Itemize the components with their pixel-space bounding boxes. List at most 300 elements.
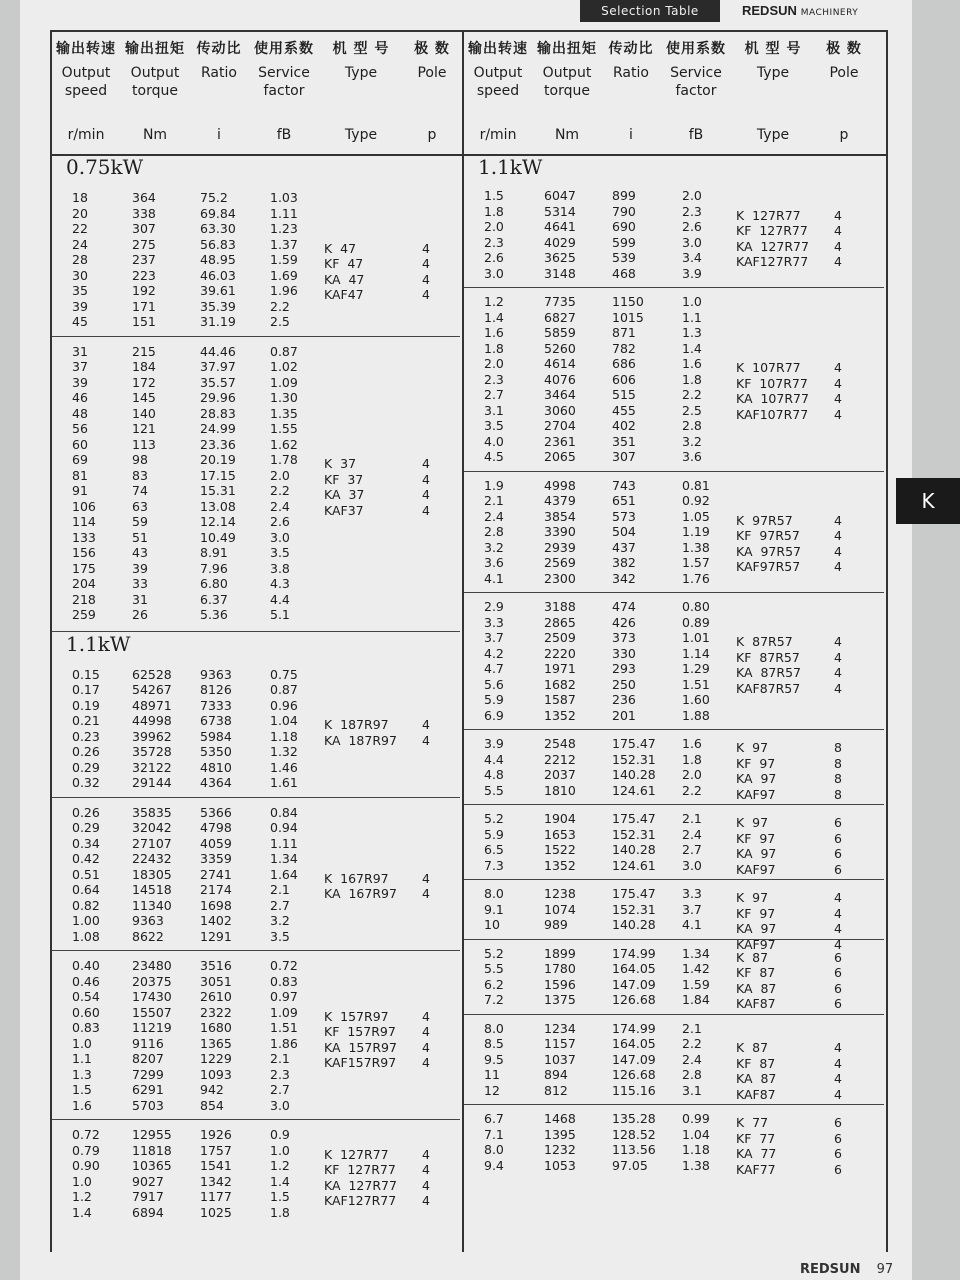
ratio-cell: 1365	[200, 1035, 232, 1051]
speed-cell: 2.1	[484, 493, 504, 508]
torque-cell: 1468	[544, 1111, 576, 1126]
column-header-unit: Nm	[554, 127, 580, 143]
pole-cell: 4	[834, 238, 842, 254]
speed-cell: 3.3	[484, 614, 504, 630]
pole-cell: 4	[422, 456, 430, 471]
torque-cell: 812	[544, 1082, 568, 1098]
factor-cell: 1.64	[270, 866, 298, 882]
column-header-cn: 极 数	[414, 41, 450, 57]
column-header-en: Output	[473, 65, 523, 81]
section-tab-k[interactable]: K	[896, 478, 960, 524]
pole-column	[834, 950, 842, 1012]
group-separator	[52, 797, 460, 798]
pole-cell: 4	[834, 375, 842, 391]
factor-cell: 1.23	[270, 221, 298, 236]
pole-cell: 4	[422, 1177, 430, 1193]
pole-cell: 4	[834, 665, 842, 680]
type-column	[736, 890, 776, 952]
factor-cell: 5.1	[270, 607, 290, 622]
factor-cell: 1.38	[682, 539, 710, 555]
group-separator	[464, 879, 884, 880]
pole-column	[834, 1115, 842, 1177]
ratio-column	[612, 946, 656, 1008]
torque-cell: 2300	[544, 570, 576, 586]
factor-cell: 1.03	[270, 190, 298, 205]
ratio-column	[612, 886, 656, 933]
type-column	[736, 815, 776, 877]
speed-cell: 106	[72, 498, 96, 514]
ratio-column	[200, 667, 232, 791]
speed-cell: 175	[72, 560, 96, 576]
torque-cell: 3390	[544, 524, 576, 539]
speed-cell: 39	[72, 374, 88, 390]
pole-cell: 6	[834, 830, 842, 846]
column-header	[120, 40, 190, 152]
factor-cell: 2.1	[270, 1051, 290, 1066]
ratio-cell: 373	[612, 630, 636, 645]
ratio-cell: 854	[200, 1097, 224, 1113]
ratio-cell: 1093	[200, 1066, 232, 1082]
pole-cell: 6	[834, 1161, 842, 1177]
torque-cell: 1053	[544, 1157, 576, 1173]
speed-cell: 1.5	[484, 188, 504, 203]
ratio-cell: 140.28	[612, 842, 656, 857]
column-header	[248, 40, 320, 152]
torque-cell: 35835	[132, 804, 172, 820]
type-cell: KAF157R97	[324, 1055, 397, 1070]
speed-cell: 39	[72, 298, 88, 314]
speed-cell: 3.5	[484, 418, 504, 433]
type-cell: KF 97	[736, 830, 776, 846]
ratio-cell: 128.52	[612, 1126, 656, 1142]
speed-cell: 5.2	[484, 945, 504, 961]
ratio-cell: 3051	[200, 973, 232, 989]
torque-cell: 1352	[544, 707, 576, 723]
pole-cell: 4	[422, 870, 430, 886]
ratio-cell: 2322	[200, 1004, 232, 1020]
speed-cell: 3.6	[484, 555, 504, 570]
header-separator	[52, 154, 886, 156]
speed-column	[484, 478, 504, 587]
torque-cell: 23480	[132, 958, 172, 973]
torque-column	[544, 188, 576, 281]
speed-cell: 1.5	[72, 1082, 92, 1097]
torque-cell: 2509	[544, 630, 576, 645]
ratio-cell: 174.99	[612, 1020, 656, 1036]
ratio-cell: 124.61	[612, 782, 656, 798]
factor-cell: 0.80	[682, 599, 710, 614]
factor-cell: 2.8	[682, 1067, 702, 1082]
ratio-column	[200, 958, 232, 1113]
ratio-column	[612, 736, 656, 798]
speed-cell: 18	[72, 190, 88, 205]
factor-cell: 1.84	[682, 992, 710, 1007]
type-cell: KAF97	[736, 786, 776, 802]
type-cell: K 157R97	[324, 1008, 389, 1024]
pole-cell: 4	[834, 254, 842, 269]
type-cell: KA 97	[736, 771, 777, 786]
column-header-unit: i	[217, 127, 221, 143]
ratio-cell: 7333	[200, 697, 232, 713]
type-cell: K 97	[736, 890, 769, 905]
torque-cell: 51	[132, 529, 148, 545]
speed-cell: 1.3	[72, 1066, 92, 1082]
torque-cell: 5260	[544, 340, 576, 356]
ratio-cell: 63.30	[200, 221, 236, 236]
torque-cell: 2548	[544, 736, 576, 751]
brand-name: REDSUN	[742, 3, 797, 18]
pole-column	[834, 740, 842, 802]
speed-cell: 37	[72, 359, 88, 374]
factor-cell: 1.5	[270, 1189, 290, 1204]
factor-cell: 1.38	[682, 1157, 710, 1173]
speed-cell: 3.7	[484, 630, 504, 645]
speed-cell: 0.46	[72, 973, 100, 989]
type-column	[324, 1147, 397, 1209]
column-header-en2: factor	[675, 83, 717, 99]
torque-cell: 2065	[544, 449, 576, 464]
speed-cell: 1.0	[72, 1173, 92, 1189]
torque-cell: 3625	[544, 250, 576, 265]
factor-cell: 1.3	[682, 325, 702, 340]
factor-cell: 2.5	[270, 314, 290, 329]
ratio-cell: 17.15	[200, 467, 236, 483]
torque-cell: 4641	[544, 219, 576, 234]
type-cell: KAF87R57	[736, 680, 801, 696]
column-header-cn: 输出转速	[468, 41, 528, 57]
speed-cell: 8.5	[484, 1036, 504, 1051]
ratio-cell: 175.47	[612, 886, 656, 901]
type-cell: KAF107R77	[736, 406, 809, 422]
torque-cell: 33	[132, 576, 148, 591]
ratio-cell: 8.91	[200, 545, 228, 560]
torque-cell: 7917	[132, 1189, 164, 1204]
speed-cell: 6.9	[484, 707, 504, 723]
torque-column	[544, 1111, 576, 1173]
ratio-cell: 69.84	[200, 205, 236, 221]
pole-cell: 4	[422, 287, 430, 302]
ratio-cell: 606	[612, 371, 636, 387]
ratio-cell: 1698	[200, 897, 232, 913]
factor-cell: 1.46	[270, 759, 298, 775]
column-header-unit: i	[629, 127, 633, 143]
pole-cell: 4	[834, 680, 842, 696]
speed-cell: 6.5	[484, 842, 504, 857]
column-header-unit: Nm	[142, 127, 168, 143]
column-header-cn: 输出转速	[56, 41, 116, 57]
speed-cell: 11	[484, 1067, 500, 1082]
factor-cell: 1.0	[270, 1142, 290, 1158]
ratio-cell: 147.09	[612, 976, 656, 992]
pole-cell: 6	[834, 949, 842, 965]
torque-cell: 215	[132, 343, 156, 359]
type-cell: KA 157R97	[324, 1039, 397, 1055]
factor-cell: 2.8	[682, 418, 702, 433]
factor-cell: 3.1	[682, 1082, 702, 1098]
factor-cell: 1.6	[682, 736, 702, 751]
ratio-cell: 152.31	[612, 751, 656, 767]
type-cell: K 87R57	[736, 634, 793, 649]
column-header-en: Output	[61, 65, 111, 81]
ratio-cell: 351	[612, 433, 636, 449]
column-header-unit: p	[427, 127, 437, 143]
factor-cell: 2.4	[682, 826, 702, 842]
factor-cell: 1.34	[270, 851, 298, 866]
torque-cell: 121	[132, 421, 156, 436]
factor-cell: 1.02	[270, 359, 298, 374]
speed-cell: 8.0	[484, 1142, 504, 1157]
speed-cell: 5.5	[484, 782, 504, 798]
speed-cell: 1.1	[72, 1051, 92, 1066]
type-cell: KF 77	[736, 1130, 776, 1146]
speed-column	[484, 1021, 504, 1099]
speed-cell: 7.3	[484, 857, 504, 873]
type-column	[736, 634, 801, 696]
speed-column	[484, 811, 504, 873]
pole-column	[422, 456, 430, 518]
pole-cell: 4	[422, 1055, 430, 1070]
ratio-cell: 140.28	[612, 917, 656, 932]
pole-cell: 4	[422, 240, 430, 256]
torque-cell: 113	[132, 436, 156, 452]
ratio-cell: 342	[612, 570, 636, 586]
torque-column	[544, 294, 576, 465]
type-cell: KF 97	[736, 905, 776, 921]
speed-cell: 0.29	[72, 820, 100, 835]
left-group-2	[52, 667, 462, 791]
speed-column	[484, 946, 504, 1008]
left-group-4	[52, 958, 462, 1113]
ratio-cell: 75.2	[200, 190, 228, 205]
factor-cell: 4.3	[270, 576, 290, 591]
pole-cell: 6	[834, 1130, 842, 1146]
torque-cell: 1904	[544, 811, 576, 826]
speed-cell: 0.79	[72, 1142, 100, 1158]
ratio-cell: 782	[612, 340, 636, 356]
torque-cell: 275	[132, 236, 156, 252]
torque-column	[544, 736, 576, 798]
column-header-en: Service	[670, 65, 722, 81]
speed-cell: 3.1	[484, 402, 504, 418]
factor-cell: 1.09	[270, 1004, 298, 1020]
type-cell: KA 97	[736, 921, 777, 936]
factor-column	[270, 805, 298, 945]
pole-cell: 4	[422, 1193, 430, 1208]
column-header-en2: factor	[263, 83, 305, 99]
speed-cell: 4.5	[484, 449, 504, 464]
pole-cell: 6	[834, 846, 842, 861]
ratio-cell: 115.16	[612, 1082, 656, 1098]
page-footer	[800, 1262, 893, 1277]
factor-cell: 1.86	[270, 1035, 298, 1051]
ratio-cell: 1291	[200, 928, 232, 944]
pole-cell: 4	[834, 936, 842, 952]
group-separator	[52, 1119, 460, 1120]
speed-cell: 9.4	[484, 1157, 504, 1173]
torque-cell: 1682	[544, 676, 576, 692]
speed-cell: 45	[72, 314, 88, 329]
factor-cell: 2.3	[682, 203, 702, 219]
torque-cell: 29144	[132, 775, 172, 790]
factor-cell: 3.4	[682, 250, 702, 265]
ratio-cell: 152.31	[612, 826, 656, 842]
ratio-cell: 1025	[200, 1204, 232, 1220]
torque-cell: 364	[132, 190, 156, 205]
torque-cell: 5859	[544, 325, 576, 340]
speed-cell: 0.83	[72, 1020, 100, 1035]
column-header-cn: 机 型 号	[744, 41, 802, 57]
torque-cell: 2865	[544, 614, 576, 630]
torque-cell: 1780	[544, 961, 576, 976]
factor-cell: 1.59	[682, 976, 710, 992]
factor-cell: 0.96	[270, 697, 298, 713]
pole-cell: 6	[834, 861, 842, 877]
factor-column	[682, 946, 710, 1008]
right-group-3	[464, 599, 874, 723]
ratio-cell: 4059	[200, 835, 232, 851]
type-cell: K 97	[736, 815, 769, 830]
speed-cell: 48	[72, 405, 88, 421]
factor-cell: 0.87	[270, 343, 298, 359]
factor-cell: 1.04	[682, 1126, 710, 1142]
speed-cell: 4.8	[484, 767, 504, 782]
column-header	[464, 40, 532, 152]
ratio-cell: 1177	[200, 1189, 232, 1204]
pole-column	[834, 890, 842, 952]
speed-cell: 0.40	[72, 958, 100, 973]
torque-cell: 1395	[544, 1126, 576, 1142]
torque-cell: 3148	[544, 265, 576, 281]
factor-cell: 1.14	[682, 645, 710, 661]
speed-column	[72, 958, 100, 1113]
torque-cell: 1232	[544, 1142, 576, 1157]
speed-cell: 7.1	[484, 1126, 504, 1142]
type-cell: KA 37	[324, 487, 365, 502]
factor-cell: 2.4	[270, 498, 290, 514]
factor-cell: 0.97	[270, 989, 298, 1004]
pole-cell: 6	[834, 1115, 842, 1130]
ratio-cell: 437	[612, 539, 636, 555]
ratio-cell: 6.80	[200, 576, 228, 591]
torque-cell: 1522	[544, 842, 576, 857]
ratio-cell: 651	[612, 493, 636, 508]
factor-cell: 0.87	[270, 682, 298, 697]
ratio-cell: 31.19	[200, 314, 236, 329]
speed-cell: 5.2	[484, 811, 504, 826]
pole-column	[422, 1009, 430, 1071]
right-group-5	[464, 811, 874, 877]
factor-cell: 2.2	[682, 387, 702, 402]
factor-cell: 3.2	[270, 913, 290, 928]
torque-cell: 3060	[544, 402, 576, 418]
torque-cell: 26	[132, 607, 148, 622]
factor-cell: 1.19	[682, 524, 710, 539]
ratio-cell: 44.46	[200, 343, 236, 359]
type-column	[324, 717, 397, 748]
ratio-cell: 126.68	[612, 992, 656, 1007]
column-header-unit: Type	[756, 127, 790, 143]
factor-cell: 1.05	[682, 508, 710, 524]
ratio-cell: 871	[612, 325, 636, 340]
factor-cell: 0.72	[270, 958, 298, 973]
factor-cell: 1.4	[270, 1173, 290, 1189]
speed-cell: 0.32	[72, 775, 100, 790]
factor-cell: 2.7	[270, 897, 290, 913]
speed-cell: 9.1	[484, 901, 504, 917]
column-header-unit: r/min	[479, 127, 517, 143]
type-cell: KA 127R77	[324, 1177, 397, 1193]
torque-column	[132, 1127, 172, 1220]
torque-cell: 4029	[544, 234, 576, 250]
torque-column	[544, 1021, 576, 1099]
footer-brand: REDSUN	[800, 1262, 861, 1277]
factor-cell: 3.7	[682, 901, 702, 917]
factor-cell: 0.94	[270, 820, 298, 835]
type-column	[736, 513, 801, 575]
type-cell: KAF127R77	[736, 254, 809, 269]
factor-cell: 4.1	[682, 917, 702, 932]
ratio-cell: 39.61	[200, 283, 236, 298]
torque-cell: 1234	[544, 1020, 576, 1036]
column-header-en2: speed	[476, 83, 520, 99]
factor-cell: 1.8	[270, 1204, 290, 1220]
speed-cell: 10	[484, 917, 500, 932]
power-title: 0.75kW	[66, 155, 144, 179]
type-column	[324, 241, 364, 303]
type-cell: KAF47	[324, 287, 364, 302]
ratio-cell: 1150	[612, 294, 644, 309]
factor-cell: 1.57	[682, 555, 710, 570]
type-cell: KAF37	[324, 502, 364, 518]
pole-cell: 4	[422, 886, 430, 901]
speed-cell: 2.4	[484, 508, 504, 524]
factor-cell: 2.2	[270, 298, 290, 314]
column-header-unit: fB	[688, 127, 704, 143]
ratio-cell: 164.05	[612, 961, 656, 976]
torque-cell: 2037	[544, 767, 576, 782]
type-cell: KA 167R97	[324, 886, 397, 901]
group-separator	[464, 804, 884, 805]
speed-column	[72, 190, 88, 330]
torque-cell: 20375	[132, 973, 172, 989]
ratio-cell: 113.56	[612, 1142, 656, 1157]
speed-cell: 69	[72, 452, 88, 467]
speed-cell: 5.5	[484, 961, 504, 976]
speed-cell: 1.4	[484, 309, 504, 325]
type-cell: KF 47	[324, 256, 364, 271]
group-separator	[464, 471, 884, 472]
brand-subtitle: MACHINERY	[800, 8, 859, 18]
ratio-cell: 12.14	[200, 514, 236, 529]
speed-cell: 1.8	[484, 203, 504, 219]
type-cell: KF 87	[736, 1055, 776, 1071]
ratio-cell: 293	[612, 661, 636, 676]
ratio-cell: 124.61	[612, 857, 656, 873]
speed-cell: 5.6	[484, 676, 504, 692]
ratio-column	[612, 1111, 656, 1173]
type-cell: K 127R77	[324, 1146, 389, 1162]
speed-cell: 4.0	[484, 433, 504, 449]
torque-cell: 62528	[132, 666, 172, 682]
factor-cell: 1.55	[270, 421, 298, 436]
factor-cell: 1.37	[270, 236, 298, 252]
ratio-cell: 690	[612, 219, 636, 234]
speed-cell: 6.7	[484, 1111, 504, 1126]
factor-column	[682, 478, 710, 587]
type-cell: KF 97R57	[736, 528, 800, 543]
factor-column	[682, 736, 702, 798]
speed-cell: 1.2	[72, 1189, 92, 1204]
